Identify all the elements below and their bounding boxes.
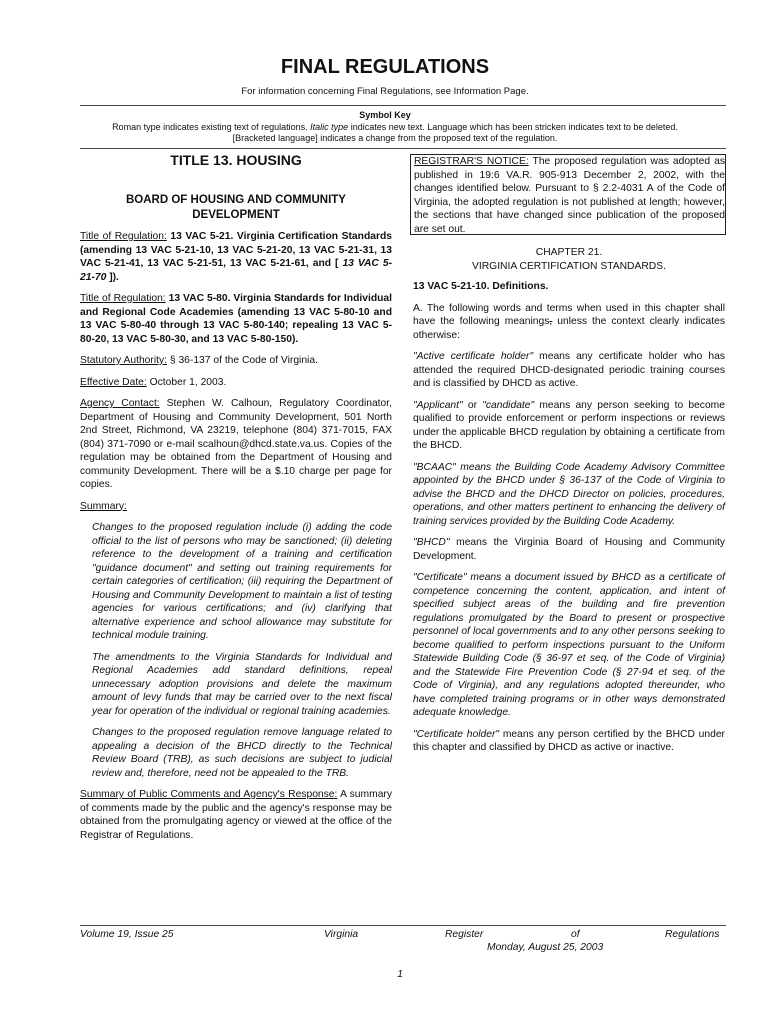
summary-paragraph-3: Changes to the proposed regulation remove language related to appealing a decision of the BHCD directly to the Technical Review Board (TRB), as such decisions are subject to judicial review and, therefore, need not be appealed to the TRB. — [92, 727, 392, 779]
reg2-label: Title of Regulation: — [80, 293, 166, 304]
definition-certificate-holder — [413, 728, 725, 755]
chapter-title: VIRGINIA CERTIFICATION STANDARDS. — [472, 260, 666, 272]
def-intro-strike: , — [549, 316, 553, 327]
statutory-authority — [80, 354, 392, 368]
public-comments — [80, 788, 392, 842]
symbol-key-text-a: Roman type indicates existing text of regulations. — [112, 122, 311, 132]
agency-contact — [80, 397, 392, 492]
summary-label: Summary: — [80, 500, 127, 512]
symbol-key-text-italic: Italic type — [310, 122, 349, 132]
def6-text: means any person certified by the BHCD under this chapter and classified by DHCD as active or inactive. — [413, 728, 725, 753]
definition-applicant — [413, 399, 725, 453]
reg1-text: 13 VAC 5-21. Virginia Certification Standards (amending 13 VAC 5-21-10, 13 VAC 5-21-20, 13 VAC 5-21-31, 13 VAC 5-21-41, 13 VAC 5-21-51, 13 VAC 5-21-61, and [ — [80, 231, 392, 269]
contact-label: Agency Contact: — [80, 398, 160, 409]
symbol-key-title: Symbol Key — [359, 110, 411, 120]
definition-certificate: "Certificate" means a document issued by BHCD as a certificate of competence concerning the content, application, and intent of specified subject areas of the building and fire prevention regulations promulgated by the Board to present or prospective personnel of local governments and to any other persons seeking to become qualified to perform inspections pursuant to the Uniform Statewide Building Code (§ 36-97 et seq. of the Code of Virginia) and the Statewide Fire Prevention Code (§ 27-94 et seq. of the Code of Virginia), and any regulations adopted thereunder, who have completed training programs or in other ways demonstrated adequate knowledge. — [413, 572, 725, 718]
notice-label: REGISTRAR'S NOTICE: — [414, 156, 529, 167]
summary-paragraph-1: Changes to the proposed regulation include (i) adding the code official to the list of persons who may be sanctioned; (ii) deleting reference to the development of a training and certification "guidance document" and setting out training requirements for certain categories of certification; (iii) requiring the Department of Housing and Community Development to maintain a list of testing agencies for various certifications; and (iv) clarifying that alternative experience and school allowance may substitute for technical module training. — [92, 522, 392, 641]
regulation-1 — [80, 230, 392, 284]
footer-volume: Volume 19, Issue 25 — [80, 929, 174, 940]
symbol-key-text-c: indicates new text. Language which has been stricken indicates text to be deleted. [Bracketed language] indicates a change from the proposed text of the regulation. — [232, 122, 678, 143]
definition-bhcd — [413, 536, 725, 563]
footer-date: Monday, August 25, 2003 — [487, 942, 604, 953]
definition-active-certificate-holder — [413, 350, 725, 391]
def1-text: means any certificate holder who has attended the required DHCD-designated periodic training courses and is classified by DHCD as active. — [413, 351, 725, 389]
def-intro-text-end: unless the context clearly indicates otherwise: — [413, 316, 725, 341]
def-intro-text: A. The following words and terms when used in this chapter shall have the following meanings — [413, 302, 725, 327]
page-number: 1 — [397, 968, 403, 980]
footer-state: Virginia — [324, 929, 359, 940]
authority-label: Statutory Authority: — [80, 355, 167, 366]
symbol-key-divider — [80, 148, 726, 149]
board-heading: BOARD OF HOUSING AND COMMUNITY DEVELOPMENT — [126, 194, 346, 221]
comments-text: A summary of comments made by the public and the agency's response may be obtained from the promulgating agency or viewed at the office of the Registrar of Regulations. — [80, 789, 392, 841]
comments-label: Summary of Public Comments and Agency's Response: — [80, 789, 338, 800]
section-heading: 13 VAC 5-21-10. Definitions. — [413, 281, 549, 292]
def2-text: means any person seeking to become qualified to provide enforcement or perform inspections or reviews under the applicable BHCD regulation by obtaining a certificate from the BHCD. — [413, 399, 725, 451]
definition-bcaac: "BCAAC" means the Building Code Academy Advisory Committee appointed by the BHCD under § 36-137 of the Code of Virginia to advise the BHCD and the DHCD Director on policies, procedures, operations, and other matters pertinent to enhancing the delivery of training services provided by the Building Code Academy. — [413, 461, 725, 527]
header-divider — [80, 105, 726, 106]
def2-term2: "candidate" — [482, 399, 535, 411]
reg1-text-italic: 13 VAC 5-21-70 — [80, 258, 393, 283]
left-column — [80, 152, 392, 850]
effective-text: October 1, 2003. — [146, 376, 227, 388]
footer-register: Register — [445, 929, 484, 940]
notice-text: The proposed regulation was adopted as published in 19:6 VA.R. 905-913 December 2, 2002, with the changes identified below. Pursuant to § 2.2-4031 A of the Code of Virginia, the adopted regulation is not published at length; however, the sections that have changed since publication of the proposed are set out. — [414, 156, 725, 235]
definitions-intro — [413, 302, 725, 343]
contact-text: Stephen W. Calhoun, Regulatory Coordinator, Department of Housing and Community Development, 501 North 2nd Street, Richmond, VA 23219, telephone (804) 371-7015, FAX (804) 371-7090 or e-mail scalhoun@dhcd.state.va.us. Copies of the regulation may be obtained from the Department of Housing and community Development. There will be a $.10 charge per page for copies. — [80, 398, 392, 490]
def2-term: "Applicant" — [413, 399, 463, 411]
regulation-2 — [80, 292, 392, 346]
registrars-notice-box — [410, 154, 726, 235]
symbol-key-body — [110, 122, 680, 144]
def6-term: "Certificate holder" — [413, 728, 500, 740]
page-title: FINAL REGULATIONS — [280, 56, 490, 78]
title-heading: TITLE 13. HOUSING — [170, 152, 302, 168]
effective-label: Effective Date: — [80, 376, 147, 388]
def2-or: or — [462, 399, 483, 411]
footer-of: of — [571, 929, 580, 940]
authority-text: § 36-137 of the Code of Virginia. — [167, 355, 318, 366]
def4-term: "BHCD" — [413, 537, 450, 548]
reg2-text: 13 VAC 5-80. Virginia Standards for Individual and Regional Code Academies (amending 13 VAC 5-80-10 and 13 VAC 5-80-40 through 13 VAC 5-80-140; repealing 13 VAC 5-80-20, 13 VAC 5-80-30, and 13 VAC 5-80-150). — [80, 293, 392, 345]
reg1-text-end: ]). — [106, 271, 119, 283]
def1-term: "Active certificate holder" — [413, 351, 534, 362]
chapter-number: CHAPTER 21. — [535, 247, 603, 258]
reg1-label: Title of Regulation: — [80, 231, 167, 242]
def4-text: means the Virginia Board of Housing and Community Development. — [413, 537, 725, 562]
right-column — [413, 246, 725, 763]
page-subtitle: For information concerning Final Regulations, see Information Page. — [241, 86, 529, 97]
effective-date — [80, 376, 392, 390]
footer-regulations: Regulations — [665, 929, 720, 940]
summary-paragraph-2: The amendments to the Virginia Standards for Individual and Regional Academies add standard definitions, repeal unnecessary adoption provisions and delete the maximum amount of levy funds that may be carried over to the next fiscal year for operation of the individual or regional training academies. — [92, 651, 392, 717]
footer-divider — [80, 925, 726, 926]
